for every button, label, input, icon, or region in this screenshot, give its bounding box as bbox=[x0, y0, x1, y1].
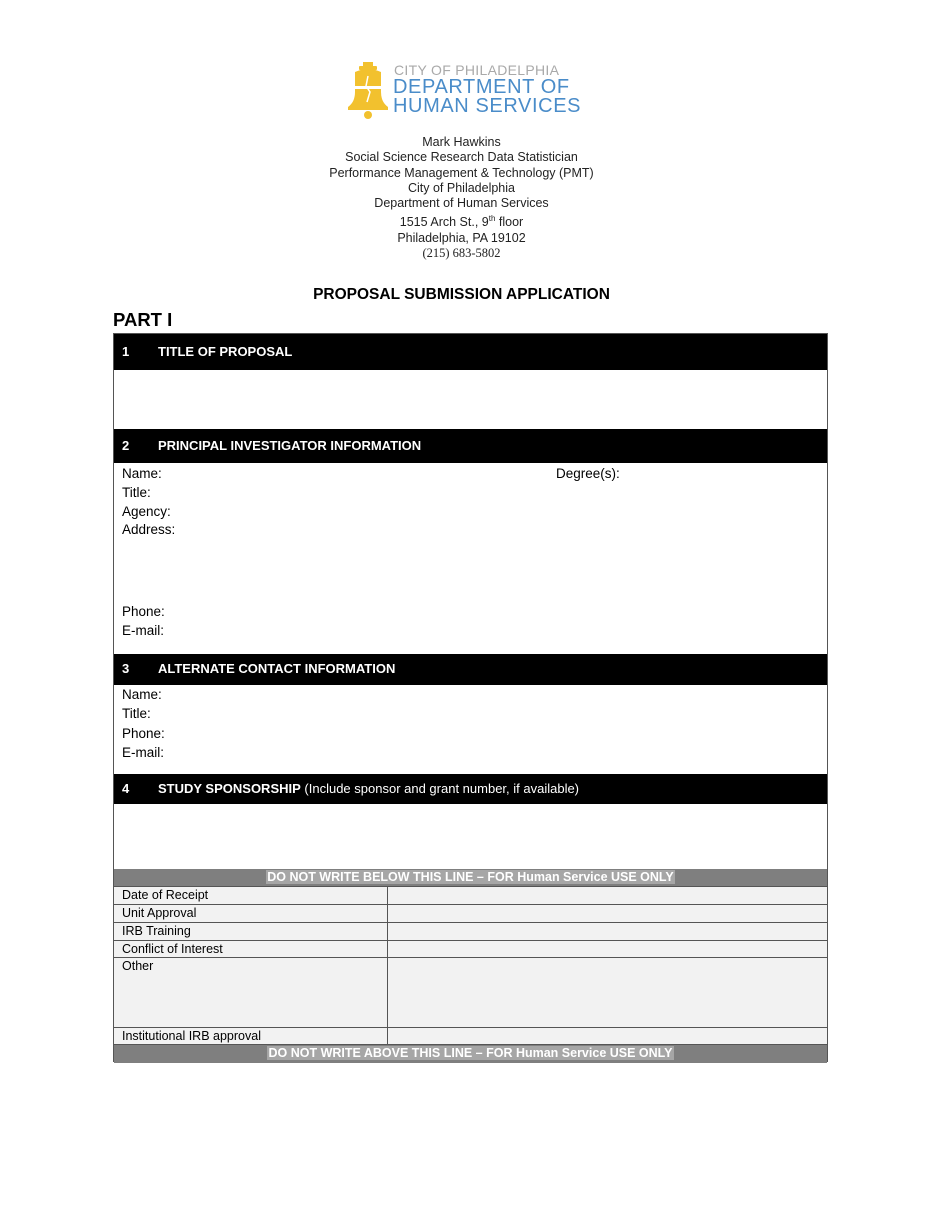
section-1-header: 1 TITLE OF PROPOSAL bbox=[114, 334, 827, 370]
contact-role: Social Science Research Data Statistician bbox=[345, 150, 578, 165]
pi-degrees-label: Degree(s): bbox=[556, 466, 620, 481]
contact-office: Performance Management & Technology (PMT) bbox=[329, 165, 594, 180]
pi-address-label: Address: bbox=[122, 522, 176, 537]
sponsorship-field[interactable] bbox=[114, 804, 827, 869]
admin-row-irb-training[interactable]: IRB Training bbox=[114, 922, 827, 941]
contact-citystate: Philadelphia, PA 19102 bbox=[397, 230, 526, 245]
alt-phone-label: Phone: bbox=[122, 726, 165, 741]
alt-title-label: Title: bbox=[122, 706, 151, 721]
title-of-proposal-field[interactable] bbox=[114, 370, 827, 429]
admin-row-other[interactable]: Other bbox=[114, 957, 827, 1028]
proposal-form bbox=[113, 333, 828, 1062]
pi-email-label: E-mail: bbox=[122, 623, 165, 638]
contact-street: 1515 Arch St., 9th floor bbox=[399, 214, 524, 230]
logo-hs-text: HUMAN SERVICES bbox=[393, 95, 582, 117]
contact-name: Mark Hawkins bbox=[422, 135, 501, 149]
admin-row-date-of-receipt[interactable]: Date of Receipt bbox=[114, 886, 827, 905]
alt-email-label: E-mail: bbox=[122, 745, 165, 760]
logo-dept-text: DEPARTMENT OF bbox=[393, 76, 570, 98]
admin-top-banner: DO NOT WRITE BELOW THIS LINE – FOR Human Service USE ONLY bbox=[114, 869, 827, 886]
admin-bottom-banner: DO NOT WRITE ABOVE THIS LINE – FOR Human Service USE ONLY bbox=[114, 1044, 827, 1063]
section-4-header: 4 STUDY SPONSORSHIP (Include sponsor and grant number, if available) bbox=[114, 774, 827, 804]
pi-agency-label: Agency: bbox=[122, 504, 171, 519]
liberty-bell-icon bbox=[346, 62, 390, 120]
contact-phone: (215) 683-5802 bbox=[422, 246, 501, 261]
admin-row-irb-approval[interactable]: Institutional IRB approval bbox=[114, 1027, 827, 1045]
admin-use-only-table bbox=[114, 869, 827, 1062]
alt-name-label: Name: bbox=[122, 687, 162, 702]
contact-city: City of Philadelphia bbox=[407, 180, 515, 195]
contact-block bbox=[0, 135, 923, 262]
contact-department: Department of Human Services bbox=[374, 196, 549, 211]
admin-row-conflict-of-interest[interactable]: Conflict of Interest bbox=[114, 940, 827, 958]
part-heading: PART I bbox=[113, 309, 173, 330]
admin-column-divider bbox=[387, 886, 388, 1044]
section-2-header: 2 PRINCIPAL INVESTIGATOR INFORMATION bbox=[114, 429, 827, 463]
admin-row-unit-approval[interactable]: Unit Approval bbox=[114, 904, 827, 923]
pi-title-label: Title: bbox=[122, 485, 151, 500]
section-3-header: 3 ALTERNATE CONTACT INFORMATION bbox=[114, 654, 827, 685]
document-title: PROPOSAL SUBMISSION APPLICATION bbox=[313, 286, 610, 303]
pi-name-label: Name: bbox=[122, 466, 162, 481]
pi-phone-label: Phone: bbox=[122, 604, 165, 619]
dhs-logo bbox=[346, 62, 596, 120]
logo-city-text: CITY OF PHILADELPHIA bbox=[394, 62, 560, 78]
